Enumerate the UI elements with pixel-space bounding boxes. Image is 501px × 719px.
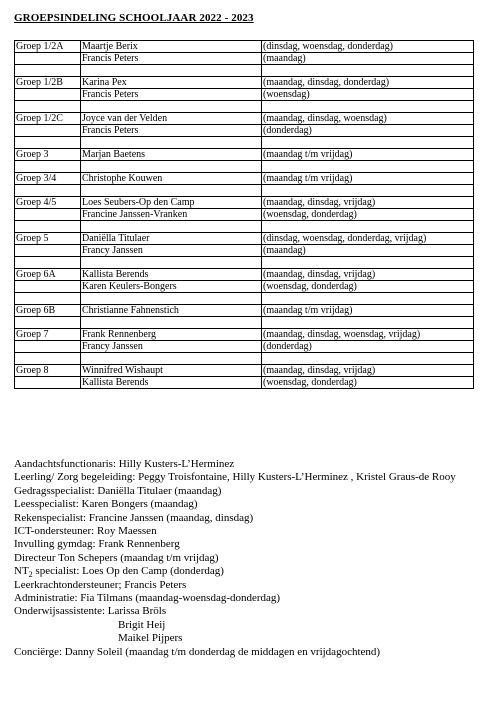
staff-line: Rekenspecialist: Francine Janssen (maandag, dinsdag): [14, 511, 254, 524]
teacher-cell: Francy Janssen: [81, 341, 262, 353]
empty-cell: [81, 161, 262, 173]
teacher-cell: Joyce van der Velden: [81, 113, 262, 125]
table-row: [15, 77, 474, 89]
table-row: [15, 233, 474, 245]
group-cell: [15, 281, 81, 293]
empty-cell: [81, 353, 262, 365]
teacher-cell: Daniëlla Titulaer: [81, 233, 262, 245]
group-cell: [15, 53, 81, 65]
empty-cell: [262, 221, 474, 233]
staff-line: Directeur Ton Schepers (maandag t/m vrijdag): [14, 551, 219, 564]
group-cell: Groep 5: [15, 233, 81, 245]
teacher-cell: Marjan Baetens: [81, 149, 262, 161]
group-cell: Groep 1/2A: [15, 41, 81, 53]
empty-cell: [15, 161, 81, 173]
teacher-cell: Karen Keulers-Bongers: [81, 281, 262, 293]
days-cell: (maandag, dinsdag, woensdag, vrijdag): [262, 329, 474, 341]
teacher-cell: Christophe Kouwen: [81, 173, 262, 185]
table-row: [15, 41, 474, 53]
teacher-cell: Francy Janssen: [81, 245, 262, 257]
empty-cell: [262, 101, 474, 113]
staff-line: Leerkrachtondersteuner; Francis Peters: [14, 578, 187, 591]
group-cell: Groep 7: [15, 329, 81, 341]
group-cell: Groep 6B: [15, 305, 81, 317]
table-row: [15, 125, 474, 137]
table-row: [15, 149, 474, 161]
group-cell: Groep 4/5: [15, 197, 81, 209]
document-title: GROEPSINDELING SCHOOLJAAR 2022 - 2023: [14, 12, 254, 24]
staff-line: Leerling/ Zorg begeleiding: Peggy Troisfontaine, Hilly Kusters-L’Herminez , Kristel Graus-de Rooy: [14, 471, 456, 484]
spacer-row: [15, 101, 474, 113]
table-row: [15, 377, 474, 389]
empty-cell: [15, 185, 81, 197]
staff-line: Administratie: Fia Tilmans (maandag-woensdag-donderdag): [14, 592, 281, 605]
subscript: 2: [28, 570, 33, 580]
days-cell: (maandag, dinsdag, vrijdag): [262, 197, 474, 209]
days-cell: (woensdag, donderdag): [262, 281, 474, 293]
teacher-cell: Kallista Berends: [81, 269, 262, 281]
spacer-row: [15, 221, 474, 233]
table-row: [15, 197, 474, 209]
staff-text: specialist: Loes Op den Camp (donderdag): [32, 565, 224, 578]
days-cell: (dinsdag, woensdag, donderdag, vrijdag): [262, 233, 474, 245]
teacher-cell: Frank Rennenberg: [81, 329, 262, 341]
spacer-row: [15, 185, 474, 197]
empty-cell: [81, 65, 262, 77]
group-cell: Groep 8: [15, 365, 81, 377]
spacer-row: [15, 293, 474, 305]
table-row: [15, 305, 474, 317]
teacher-cell: Francis Peters: [81, 125, 262, 137]
days-cell: (dinsdag, woensdag, donderdag): [262, 41, 474, 53]
staff-text: NT: [14, 565, 29, 578]
days-cell: (donderdag): [262, 125, 474, 137]
table-row: [15, 365, 474, 377]
group-cell: [15, 377, 81, 389]
group-cell: [15, 209, 81, 221]
empty-cell: [81, 317, 262, 329]
spacer-row: [15, 353, 474, 365]
days-cell: (maandag, dinsdag, woensdag): [262, 113, 474, 125]
teacher-cell: Francis Peters: [81, 53, 262, 65]
empty-cell: [81, 293, 262, 305]
empty-cell: [262, 161, 474, 173]
days-cell: (woensdag): [262, 89, 474, 101]
empty-cell: [15, 65, 81, 77]
staff-line: Gedragsspecialist: Daniëlla Titulaer (maandag): [14, 484, 222, 497]
table-row: [15, 173, 474, 185]
staff-line: ICT-ondersteuner: Roy Maessen: [14, 525, 157, 538]
teacher-cell: Francis Peters: [81, 89, 262, 101]
teacher-cell: Kallista Berends: [81, 377, 262, 389]
empty-cell: [81, 221, 262, 233]
teacher-cell: Winnifred Wishaupt: [81, 365, 262, 377]
staff-line: Invulling gymdag: Frank Rennenberg: [14, 538, 180, 551]
group-cell: Groep 3/4: [15, 173, 81, 185]
empty-cell: [262, 293, 474, 305]
staff-line: [14, 565, 484, 578]
teacher-cell: Francine Janssen-Vranken: [81, 209, 262, 221]
teacher-cell: Loes Seubers-Op den Camp: [81, 197, 262, 209]
days-cell: (maandag): [262, 53, 474, 65]
staff-line: Maikel Pijpers: [118, 632, 183, 645]
days-cell: (maandag, dinsdag, vrijdag): [262, 365, 474, 377]
empty-cell: [81, 101, 262, 113]
days-cell: (maandag t/m vrijdag): [262, 149, 474, 161]
group-cell: [15, 341, 81, 353]
table-row: [15, 209, 474, 221]
empty-cell: [81, 257, 262, 269]
empty-cell: [15, 257, 81, 269]
days-cell: (maandag, dinsdag, donderdag): [262, 77, 474, 89]
empty-cell: [262, 317, 474, 329]
group-cell: Groep 1/2B: [15, 77, 81, 89]
empty-cell: [15, 137, 81, 149]
empty-cell: [262, 137, 474, 149]
group-schedule-table: [14, 40, 474, 389]
days-cell: (maandag t/m vrijdag): [262, 305, 474, 317]
days-cell: (maandag t/m vrijdag): [262, 173, 474, 185]
empty-cell: [262, 257, 474, 269]
table-row: [15, 341, 474, 353]
table-row: [15, 113, 474, 125]
empty-cell: [15, 293, 81, 305]
empty-cell: [81, 185, 262, 197]
spacer-row: [15, 161, 474, 173]
teacher-cell: Maartje Berix: [81, 41, 262, 53]
staff-line: Aandachtsfunctionaris: Hilly Kusters-L’Herminez: [14, 458, 235, 470]
empty-cell: [262, 65, 474, 77]
days-cell: (maandag, dinsdag, vrijdag): [262, 269, 474, 281]
staff-line: Conciërge: Danny Soleil (maandag t/m donderdag de middagen en vrijdagochtend): [14, 645, 381, 658]
empty-cell: [262, 185, 474, 197]
table-row: [15, 245, 474, 257]
staff-line: Onderwijsassistente: Larissa Bröls: [14, 605, 167, 618]
group-cell: Groep 1/2C: [15, 113, 81, 125]
teacher-cell: Karina Pex: [81, 77, 262, 89]
group-cell: [15, 89, 81, 101]
staff-line: Brigit Heij: [118, 618, 166, 631]
table-row: [15, 281, 474, 293]
spacer-row: [15, 65, 474, 77]
staff-list: [14, 458, 484, 659]
days-cell: (maandag): [262, 245, 474, 257]
empty-cell: [15, 353, 81, 365]
group-cell: Groep 6A: [15, 269, 81, 281]
spacer-row: [15, 137, 474, 149]
days-cell: (donderdag): [262, 341, 474, 353]
empty-cell: [15, 221, 81, 233]
days-cell: (woensdag, donderdag): [262, 377, 474, 389]
empty-cell: [15, 317, 81, 329]
empty-cell: [15, 101, 81, 113]
teacher-cell: Christianne Fahnenstich: [81, 305, 262, 317]
spacer-row: [15, 317, 474, 329]
group-cell: [15, 125, 81, 137]
table-row: [15, 329, 474, 341]
group-cell: [15, 245, 81, 257]
table-row: [15, 89, 474, 101]
empty-cell: [81, 137, 262, 149]
empty-cell: [262, 353, 474, 365]
spacer-row: [15, 257, 474, 269]
table-row: [15, 53, 474, 65]
group-cell: Groep 3: [15, 149, 81, 161]
staff-line: Leesspecialist: Karen Bongers (maandag): [14, 498, 198, 511]
days-cell: (woensdag, donderdag): [262, 209, 474, 221]
table-row: [15, 269, 474, 281]
